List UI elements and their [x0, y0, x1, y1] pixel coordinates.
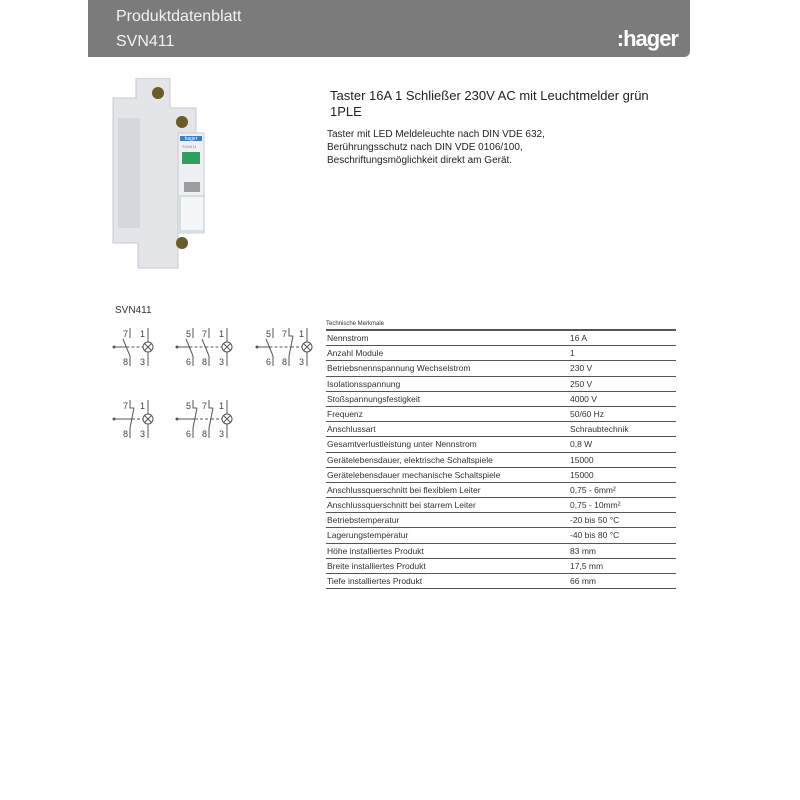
product-image — [108, 78, 208, 273]
spec-label: Isolationsspannung — [327, 378, 401, 389]
terminal-label: 1 — [299, 329, 305, 339]
spec-label: Gerätelebensdauer, elektrische Schaltspiele — [327, 454, 493, 465]
terminal-label: 3 — [140, 357, 146, 367]
spec-row — [326, 544, 676, 559]
spec-value: 0,8 W — [570, 439, 593, 450]
schematic-diagram — [175, 398, 245, 440]
spec-value: 0,75 - 6mm² — [570, 484, 616, 495]
spec-value: 15000 — [570, 469, 594, 480]
terminal-label: 3 — [219, 357, 225, 367]
spec-value: 66 mm — [570, 576, 596, 586]
schematic-diagram — [112, 398, 166, 440]
terminal-label: 5 — [186, 401, 192, 411]
terminal-label: 7 — [123, 401, 129, 411]
spec-value: 83 mm — [570, 545, 596, 556]
product-title: Taster 16A 1 Schließer 230V AC mit Leuchtmelder grün 1PLE — [330, 88, 649, 119]
spec-row — [326, 331, 676, 346]
schematic-diagram — [175, 326, 245, 368]
spec-label: Betriebstemperatur — [327, 515, 400, 526]
terminal-label: 8 — [202, 429, 208, 439]
spec-label: Breite installiertes Produkt — [327, 560, 426, 571]
terminal-label: 3 — [219, 429, 225, 439]
terminal-label: 6 — [186, 357, 192, 367]
spec-value: -40 bis 80 °C — [570, 530, 620, 541]
spec-row — [326, 468, 676, 483]
specs-table — [326, 321, 676, 589]
device-brand: hager — [184, 136, 198, 142]
terminal-label: 7 — [202, 329, 208, 339]
spec-row — [326, 377, 676, 392]
spec-value: Schraubtechnik — [570, 424, 629, 435]
spec-value: 50/60 Hz — [570, 408, 605, 419]
spec-row — [326, 453, 676, 468]
spec-value: 17,5 mm — [570, 560, 604, 571]
spec-label: Lagerungstemperatur — [327, 530, 409, 541]
spec-label: Gerätelebensdauer mechanische Schaltspiele — [327, 469, 501, 480]
spec-value: -20 bis 50 °C — [570, 515, 620, 526]
description-line: Taster mit LED Meldeleuchte nach DIN VDE 632, — [327, 129, 545, 140]
spec-row — [326, 346, 676, 361]
schematic-diagram — [112, 326, 166, 368]
spec-row — [326, 407, 676, 422]
spec-label: Anschlussart — [327, 424, 376, 435]
terminal-label: 1 — [219, 401, 225, 411]
led-indicator — [182, 152, 200, 164]
description-line: Beschriftungsmöglichkeit direkt am Gerät. — [327, 155, 513, 166]
terminal-label: 1 — [140, 401, 146, 411]
terminal-label: 1 — [219, 329, 225, 339]
terminal-label: 6 — [266, 357, 272, 367]
spec-value: 16 A — [570, 333, 588, 343]
spec-label: Stoßspannungsfestigkeit — [327, 393, 421, 404]
spec-label: Anzahl Module — [327, 348, 384, 359]
device-label: SVN411 — [182, 144, 197, 149]
spec-label: Höhe installiertes Produkt — [327, 545, 424, 556]
spec-row — [326, 528, 676, 543]
spec-label: Anschlussquerschnitt bei flexiblem Leiter — [327, 484, 481, 495]
spec-row — [326, 559, 676, 574]
terminal-label: 7 — [202, 401, 208, 411]
terminal-label: 3 — [299, 357, 305, 367]
spec-label: Betriebsnennspannung Wechselstrom — [327, 363, 471, 374]
header-banner — [88, 0, 690, 57]
spec-row — [326, 422, 676, 437]
terminal-label: 8 — [123, 357, 129, 367]
spec-value: 250 V — [570, 378, 593, 389]
spec-label: Anschlussquerschnitt bei starrem Leiter — [327, 500, 476, 511]
product-description — [327, 128, 545, 167]
spec-value: 4000 V — [570, 393, 597, 404]
spec-label: Gesamtverlustleistung unter Nennstrom — [327, 439, 477, 450]
spec-label: Frequenz — [327, 408, 363, 419]
spec-value: 15000 — [570, 454, 594, 465]
schematic-diagram — [255, 326, 325, 368]
specs-heading: Technische Merkmale — [326, 321, 676, 331]
schematics-label: SVN411 — [115, 305, 152, 316]
terminal-label: 3 — [140, 429, 146, 439]
terminal-label: 8 — [123, 429, 129, 439]
terminal-label: 5 — [186, 329, 192, 339]
spec-value: 1 — [570, 348, 575, 359]
spec-row — [326, 574, 676, 589]
description-line: Berührungsschutz nach DIN VDE 0106/100, — [327, 142, 523, 153]
spec-row — [326, 392, 676, 407]
terminal-label: 6 — [186, 429, 192, 439]
terminal-label: 7 — [282, 329, 288, 339]
terminal-label: 5 — [266, 329, 272, 339]
product-code: SVN411 — [116, 33, 175, 50]
spec-row — [326, 513, 676, 528]
spec-label: Nennstrom — [327, 333, 369, 343]
terminal-label: 8 — [202, 357, 208, 367]
terminal-label: 8 — [282, 357, 288, 367]
terminal-label: 7 — [123, 329, 129, 339]
hager-logo: :hager — [616, 26, 678, 51]
document-type: Produktdatenblatt — [116, 8, 242, 25]
spec-row — [326, 361, 676, 376]
spec-value: 0,75 - 10mm² — [570, 500, 621, 511]
terminal-label: 1 — [140, 329, 146, 339]
spec-row — [326, 437, 676, 452]
spec-row — [326, 483, 676, 498]
spec-value: 230 V — [570, 363, 593, 374]
spec-label: Tiefe installiertes Produkt — [327, 576, 423, 586]
spec-row — [326, 498, 676, 513]
